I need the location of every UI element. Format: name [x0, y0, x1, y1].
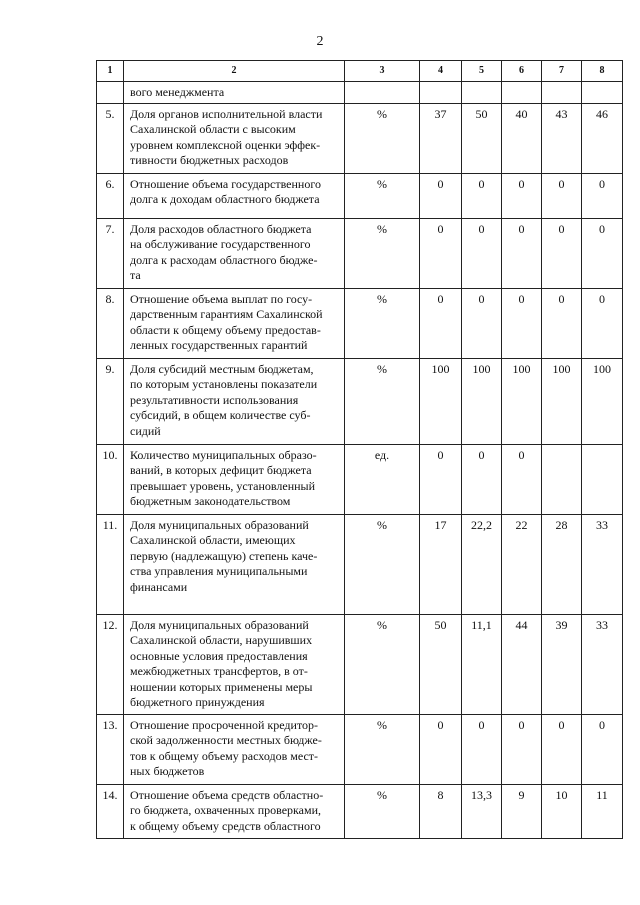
indicator-description	[124, 358, 345, 444]
value-cell	[582, 82, 623, 104]
column-header: 4	[420, 61, 462, 82]
value-cell: 37	[420, 103, 462, 173]
indicator-description	[124, 784, 345, 838]
value-cell: 43	[542, 103, 582, 173]
indicator-description	[124, 82, 345, 104]
unit-cell: %	[345, 714, 420, 784]
value-cell: 10	[542, 784, 582, 838]
description-line: сидий	[130, 423, 161, 438]
description-line: тивности бюджетных расходов	[130, 153, 289, 167]
description-line: Отношение просроченной кредитор-	[130, 717, 319, 732]
description-line: Доля органов исполнительной власти	[130, 106, 323, 121]
description-line: тов к общему объему расходов мест-	[130, 748, 319, 763]
value-cell: 0	[582, 173, 623, 218]
value-cell: 0	[420, 218, 462, 288]
unit-cell: %	[345, 218, 420, 288]
table-row	[97, 614, 623, 714]
value-cell: 39	[542, 614, 582, 714]
value-cell: 0	[420, 444, 462, 514]
value-cell: 100	[462, 358, 502, 444]
row-number: 8.	[97, 288, 124, 358]
description-line: Сахалинской области, имеющих	[130, 533, 296, 547]
value-cell: 11	[582, 784, 623, 838]
description-line: Сахалинской области с высоким	[130, 122, 296, 136]
table-row	[97, 714, 623, 784]
value-cell: 0	[420, 173, 462, 218]
table-row	[97, 358, 623, 444]
row-number: 13.	[97, 714, 124, 784]
description-line: дарственным гарантиям Сахалинской	[130, 307, 323, 321]
description-line: ленных государственных гарантий	[130, 338, 308, 352]
value-cell	[462, 82, 502, 104]
description-line: ваний, в которых дефицит бюджета	[130, 463, 312, 477]
unit-cell: %	[345, 288, 420, 358]
table-row	[97, 784, 623, 838]
description-line: ства управления муниципальными	[130, 564, 308, 578]
column-header: 5	[462, 61, 502, 82]
header-row	[97, 61, 623, 82]
description-line: Доля муниципальных образований	[130, 617, 309, 632]
value-cell: 0	[462, 444, 502, 514]
description-line: по которым установлены показатели	[130, 377, 318, 391]
description-line: долга к расходам областного бюдже-	[130, 252, 318, 267]
row-number: 6.	[97, 173, 124, 218]
value-cell: 0	[502, 173, 542, 218]
table-row	[97, 514, 623, 614]
value-cell	[542, 444, 582, 514]
description-line: Сахалинской области, нарушивших	[130, 633, 313, 647]
value-cell: 100	[502, 358, 542, 444]
value-cell: 9	[502, 784, 542, 838]
column-header: 2	[124, 61, 345, 82]
unit-cell	[345, 82, 420, 104]
description-line: ской задолженности местных бюдже-	[130, 733, 322, 747]
row-number: 5.	[97, 103, 124, 173]
value-cell: 50	[420, 614, 462, 714]
value-cell: 17	[420, 514, 462, 614]
row-number: 9.	[97, 358, 124, 444]
value-cell: 13,3	[462, 784, 502, 838]
unit-cell: %	[345, 103, 420, 173]
table-row	[97, 444, 623, 514]
value-cell	[582, 444, 623, 514]
value-cell: 22,2	[462, 514, 502, 614]
table-row	[97, 218, 623, 288]
value-cell: 0	[502, 288, 542, 358]
value-cell	[542, 82, 582, 104]
description-line: на обслуживание государственного	[130, 237, 311, 251]
description-line: Доля субсидий местным бюджетам,	[130, 361, 314, 376]
column-header: 1	[97, 61, 124, 82]
row-number: 12.	[97, 614, 124, 714]
description-line: бюджетным законодательством	[130, 494, 291, 508]
indicator-description	[124, 173, 345, 218]
description-line: Отношение объема средств областно-	[130, 787, 324, 802]
value-cell: 0	[542, 173, 582, 218]
value-cell: 33	[582, 614, 623, 714]
description-line: первую (надлежащую) степень каче-	[130, 548, 318, 563]
unit-cell: %	[345, 358, 420, 444]
unit-cell: ед.	[345, 444, 420, 514]
value-cell: 33	[582, 514, 623, 614]
value-cell: 0	[462, 218, 502, 288]
column-header: 8	[582, 61, 623, 82]
value-cell: 0	[582, 288, 623, 358]
indicator-description	[124, 444, 345, 514]
value-cell: 100	[582, 358, 623, 444]
page-number: 2	[316, 34, 324, 49]
table-row	[97, 173, 623, 218]
description-line: Доля муниципальных образований	[130, 517, 309, 532]
row-number: 11.	[97, 514, 124, 614]
value-cell: 8	[420, 784, 462, 838]
row-number: 10.	[97, 444, 124, 514]
description-line: Отношение объема государственного	[130, 176, 321, 191]
description-line: бюджетного принуждения	[130, 695, 265, 709]
value-cell: 0	[542, 288, 582, 358]
description-line: го бюджета, охваченных проверками,	[130, 803, 322, 817]
column-header: 3	[345, 61, 420, 82]
row-number: 14.	[97, 784, 124, 838]
value-cell: 0	[502, 218, 542, 288]
value-cell: 11,1	[462, 614, 502, 714]
unit-cell: %	[345, 173, 420, 218]
value-cell: 100	[542, 358, 582, 444]
table-row	[97, 103, 623, 173]
value-cell: 44	[502, 614, 542, 714]
value-cell: 40	[502, 103, 542, 173]
column-header: 7	[542, 61, 582, 82]
description-line: субсидий, в общем количестве суб-	[130, 408, 311, 422]
description-line: результативности использования	[130, 392, 299, 407]
description-line: Количество муниципальных образо-	[130, 447, 317, 462]
value-cell: 0	[582, 218, 623, 288]
value-cell: 46	[582, 103, 623, 173]
indicator-description	[124, 514, 345, 614]
value-cell	[420, 82, 462, 104]
description-line: ношении которых применены меры	[130, 679, 313, 694]
value-cell: 0	[542, 714, 582, 784]
row-number	[97, 82, 124, 104]
table-row	[97, 82, 623, 104]
indicator-description	[124, 714, 345, 784]
table-body	[97, 82, 623, 839]
value-cell: 50	[462, 103, 502, 173]
description-line: к общему объему средств областного	[130, 818, 321, 833]
indicator-description	[124, 614, 345, 714]
value-cell: 100	[420, 358, 462, 444]
description-line: уровнем комплексной оценки эффек-	[130, 137, 321, 152]
value-cell: 0	[420, 714, 462, 784]
value-cell: 0	[420, 288, 462, 358]
unit-cell: %	[345, 514, 420, 614]
value-cell: 0	[462, 288, 502, 358]
unit-cell: %	[345, 614, 420, 714]
description-line: та	[130, 268, 141, 282]
value-cell: 0	[462, 714, 502, 784]
description-line: основные условия предоставления	[130, 648, 308, 663]
description-line: вого менеджмента	[130, 85, 225, 99]
value-cell: 0	[542, 218, 582, 288]
indicators-table	[96, 60, 623, 839]
column-header: 6	[502, 61, 542, 82]
description-line: Доля расходов областного бюджета	[130, 221, 312, 236]
description-line: Отношение объема выплат по госу-	[130, 291, 313, 306]
indicator-description	[124, 103, 345, 173]
indicator-description	[124, 218, 345, 288]
description-line: ных бюджетов	[130, 764, 205, 778]
value-cell: 0	[502, 444, 542, 514]
value-cell: 28	[542, 514, 582, 614]
description-line: области к общему объему предостав-	[130, 322, 321, 337]
indicator-description	[124, 288, 345, 358]
value-cell: 0	[502, 714, 542, 784]
row-number: 7.	[97, 218, 124, 288]
value-cell: 22	[502, 514, 542, 614]
value-cell	[502, 82, 542, 104]
value-cell: 0	[462, 173, 502, 218]
value-cell: 0	[582, 714, 623, 784]
description-line: долга к доходам областного бюджета	[130, 192, 320, 206]
unit-cell: %	[345, 784, 420, 838]
description-line: финансами	[130, 579, 188, 594]
table-row	[97, 288, 623, 358]
description-line: межбюджетных трансфертов, в от-	[130, 664, 308, 678]
description-line: превышает уровень, установленный	[130, 478, 316, 493]
